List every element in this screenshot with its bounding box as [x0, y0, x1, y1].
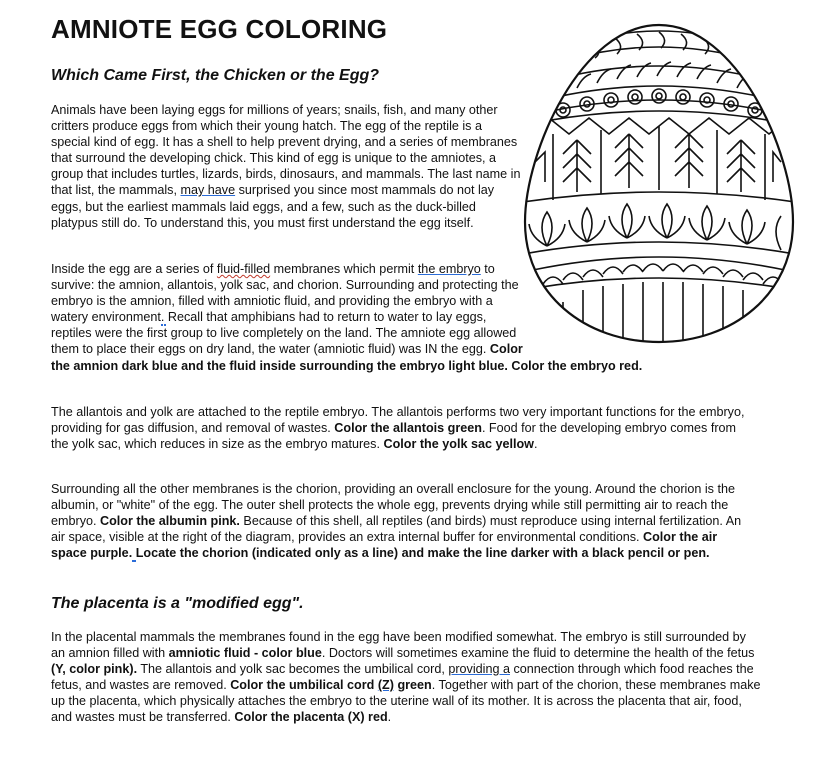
coloring-instruction: Color the albumin pink.	[100, 514, 240, 529]
underlined-phrase: providing a	[448, 662, 510, 677]
coloring-instruction: Locate the chorion (indicated only as a line) and make the line darker with a black pencil or pen.	[135, 546, 710, 561]
decorated-egg-illustration	[523, 22, 795, 345]
coloring-instruction: Color the allantois green	[334, 421, 482, 436]
coloring-instruction: Color the placenta (X) red	[230, 710, 388, 725]
underlined-label: (Z)	[377, 678, 394, 693]
grammar-flag: .	[160, 310, 165, 325]
coloring-instruction: Color the amnion dark blue and the fluid inside surrounding the embryo light blue. Color the embryo red.	[51, 342, 643, 373]
coloring-instruction: (Y, color pink).	[51, 662, 138, 677]
coloring-instruction: amniotic fluid - color blue	[168, 646, 322, 661]
page-title: AMNIOTE EGG COLORING	[51, 14, 388, 44]
paragraph-allantois: The allantois and yolk are attached to the reptile embryo. The allantois performs two very important functions for the embryo, providing for gas diffusion, and removal of wastes. Color the allantois green. Food for the developing embryo comes from the yolk sac, which reduces in size as the embryo matures. Color the yolk sac yellow.	[51, 405, 745, 452]
paragraph-intro: Animals have been laying eggs for millions of years; snails, fish, and many other critters produce eggs from which their young hatch. The egg of the reptile is a special kind of egg. It has a shell to help prevent drying, and a series of membranes that surround the developing chick. This kind of egg is unique to the amniotes, a group that includes turtles, lizards, birds, dinosaurs, and mammals. The last name in that list, the mammals, may have surprised you since most mammals do not lay eggs, but the earliest mammals laid eggs, and a few, such as the duck-billed platypus still do. To understand this, you must first understand the egg itself.	[51, 103, 521, 230]
spelling-flagged-word: fluid-filled	[216, 262, 271, 276]
underlined-phrase: may have	[180, 183, 236, 198]
coloring-instruction: Color the umbilical cord	[230, 678, 378, 693]
underlined-phrase: the embryo	[417, 262, 481, 276]
section-heading-egg: Which Came First, the Chicken or the Egg?	[51, 67, 380, 84]
paragraph-placenta: In the placental mammals the membranes found in the egg have been modified somewhat. The embryo is still surrounded by an amnion filled with amniotic fluid - color blue. Doctors will sometimes examine the fluid to determine the health of the fetus (Y, color pink). The allantois and yolk sac becomes the umbilical cord, providing a connection through which food reaches the fetus, and wastes are removed. Color the umbilical cord (Z) green. Together with part of the chorion, these membranes make up the placenta, which physically attaches the embryo to the uterine wall of its mother. It is across the placenta that air, food, and wastes must be transferred. Color the placenta (X) red.	[51, 630, 761, 725]
section-heading-placenta: The placenta is a "modified egg".	[51, 595, 304, 612]
coloring-instruction: Color the air space purple.	[51, 530, 718, 561]
paragraph-chorion: Surrounding all the other membranes is the chorion, providing an overall enclosure for the young. Around the chorion is the albumin, or "white" of the egg. The outer shell protects the whole egg, prevents drying while still permitting air to reach the embryo. Color the albumin pink. Because of this shell, all reptiles (and birds) must reproduce using internal fertilization. An air space, visible at the right of the diagram, provides an extra internal buffer for environmental conditions. Color the air space purple. Locate the chorion (indicated only as a line) and make the line darker with a black pencil or pen.	[51, 482, 742, 561]
paragraph-membranes: Inside the egg are a series of fluid-filled membranes which permit the embryo to survive: the amnion, allantois, yolk sac, and chorion. Surrounding and protecting the embryo is the amnion, filled with amniotic fluid, and providing the embryo with a watery environment. Recall that amphibians had to return to water to lay eggs, reptiles were the first group to live completely on the land. The amniote egg allowed them to place their eggs on dry land, the water (amniotic fluid) was IN the egg. Color the amnion dark blue and the fluid inside surrounding the embryo light blue. Color the embryo red.	[51, 262, 643, 373]
coloring-instruction: Color the yolk sac yellow	[383, 437, 534, 452]
